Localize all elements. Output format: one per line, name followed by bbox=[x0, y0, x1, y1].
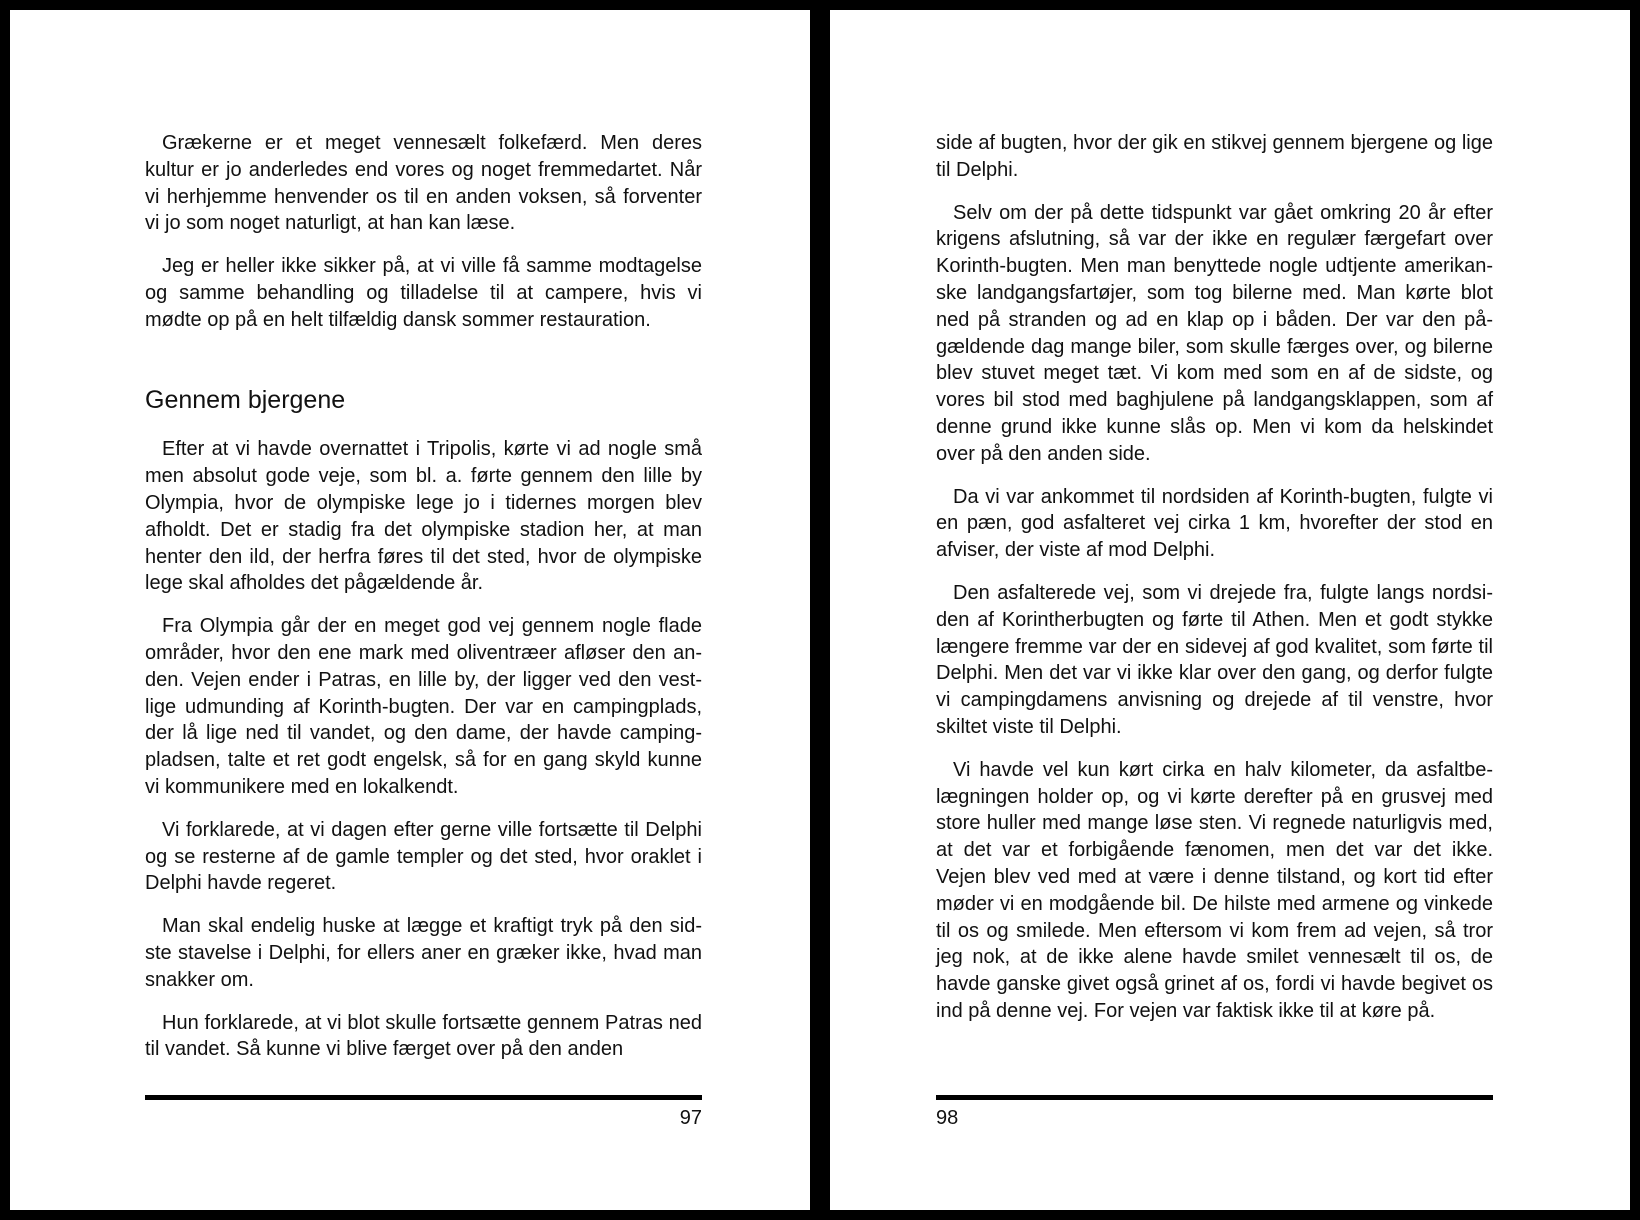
right-page bbox=[830, 10, 1630, 1210]
paragraph: Da vi var ankommet til nordsiden af Korinth-bugten, fulgte vi en pæn, god asfalteret vej cirka 1 km, hvorefter der stod en afviser, der viste af mod Delphi. bbox=[936, 485, 1493, 562]
paragraph: Hun forklarede, at vi blot skulle fortsætte gennem Patras ned til vandet. Så kunne vi blive færget over på den anden bbox=[145, 1011, 702, 1061]
footer-rule bbox=[936, 1095, 1493, 1100]
paragraph: Man skal endelig huske at lægge et kraftigt tryk på den sidste stavelse i Delphi, for ellers aner en græker ikke, hvad man snakker om. bbox=[145, 915, 702, 991]
page-number: 97 bbox=[679, 1107, 702, 1129]
paragraph: Grækerne er et meget vennesælt folkefærd. Men deres kultur er jo anderledes end vores og noget fremmedartet. Når vi herhjemme henvender os til en anden voksen, så forventer vi jo som noget naturligt, at han kan læse. bbox=[145, 132, 702, 235]
right-page-text bbox=[936, 130, 1493, 1041]
left-page bbox=[10, 10, 810, 1210]
paragraph-continuation: side af bugten, hvor der gik en stikvej gennem bjergene og lige til Delphi. bbox=[936, 132, 1493, 181]
paragraph: Vi havde vel kun kørt cirka en halv kilometer, da asfaltbelægningen holder op, og vi kørte derefter på en grusvej med store huller med mange løse sten. Vi regnede naturligvis med, at det var et forbigående fænomen, men det var det ikke. Vejen blev ved med at være i denne tilstand, og kort tid efter møder vi en modgående bil. De hilste med armene og vinkede til os og smilede. Men eftersom vi kom frem ad vejen, så tror jeg nok, at de ikke alene havde smilet vennesælt til os, de havde ganske givet også grinet af os, fordi vi havde begivet os ind på denne vej. For vejen var faktisk ikke til at køre på. bbox=[936, 758, 1493, 1022]
paragraph: Fra Olympia går der en meget god vej gennem nogle flade områder, hvor den ene mark med oliventræer afløser den anden. Vejen ender i Patras, en lille by, der ligger ved den vestlige udmunding af Korinth-bugten. Der var en campingplads, der lå lige ned til vandet, og den dame, der havde campingpladsen, talte et ret godt engelsk, så for en gang skyld kunne vi kommunikere med en lokalkendt. bbox=[145, 615, 702, 798]
paragraph: Vi forklarede, at vi dagen efter gerne ville fortsætte til Delphi og se resterne af de gamle templer og det sted, hvor oraklet i Delphi havde regeret. bbox=[145, 818, 702, 895]
section-heading: Gennem bjergene bbox=[145, 385, 346, 414]
paragraph: Efter at vi havde overnattet i Tripolis, kørte vi ad nogle små men absolut gode veje, som bl. a. førte gennem den lille by Olympia, hvor de olympiske lege jo i tidernes morgen blev afholdt. Det er stadig fra det olympiske stadion her, at man henter den ild, der herfra føres til det sted, hvor de olympiske lege skal afholdes det pågældende år. bbox=[145, 438, 702, 595]
left-page-text bbox=[145, 130, 702, 1079]
footer-rule bbox=[145, 1095, 702, 1100]
page-number: 98 bbox=[936, 1107, 959, 1129]
paragraph: Den asfalterede vej, som vi drejede fra, fulgte langs nordsiden af Korintherbugten og førte til Athen. Men et godt stykke længere fremme var der en sidevej af god kvalitet, som førte til Delphi. Men det var vi ikke klar over den gang, og derfor fulgte vi campingdamens anvisning og drejede af til venstre, hvor skiltet viste til Delphi. bbox=[936, 581, 1493, 738]
paragraph: Jeg er heller ikke sikker på, at vi ville få samme modtagelse og samme behandling og tilladelse til at campere, hvis vi mødte op på en helt tilfældig dansk sommer restauration. bbox=[145, 255, 702, 331]
paragraph: Selv om der på dette tidspunkt var gået omkring 20 år efter krigens afslutning, så var der ikke en regulær færgefart over Korinth-bugten. Men man benyttede nogle udtjente amerikanske landgangsfartøjer, som tog bilerne med. Man kørte blot ned på stranden og ad en klap op i båden. Der var den pågældende dag mange biler, som skulle færges over, og bilerne blev stuvet meget tæt. Vi kom med som en af de sidste, og vores bil stod med baghjulene på landgangsklappen, som af denne grund ikke kunne slås op. Men vi kom da helskindet over på den anden side. bbox=[936, 201, 1493, 465]
